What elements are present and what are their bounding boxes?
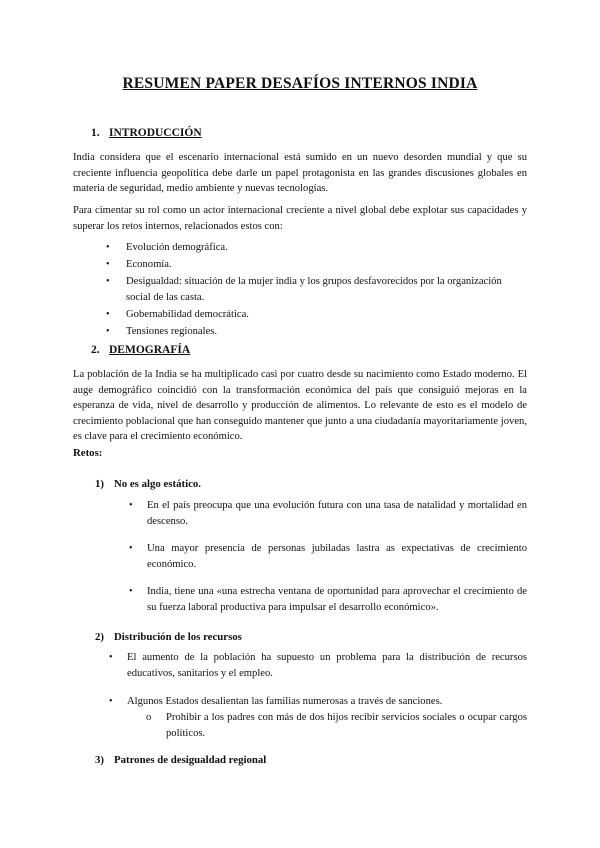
bullet-icon: • [106, 242, 110, 253]
section-title: DEMOGRAFÍA [109, 344, 191, 356]
bullet-icon: • [106, 276, 110, 287]
section-number: 1. [91, 127, 100, 139]
intro-paragraph-1: India considera que el escenario internacional está sumido en un nuevo desorden mundial y que su creciente influencia geopolítica debe darle un papel protagonista en las grandes discusiones globales en materia de seguridad, medio ambiente y nuevas tecnologías. [73, 152, 527, 194]
bullet-icon: • [129, 543, 133, 554]
section-title: INTRODUCCIÓN [109, 127, 202, 139]
list-item: • El aumento de la población ha supuesto un problema para la distribución de recursos educativos, sanitarios y el empleo. [109, 652, 527, 679]
subheading-desigualdad-regional: 3) Patrones de desigualdad regional [95, 754, 267, 766]
bullet-icon: • [106, 259, 110, 270]
section-number: 2. [91, 344, 100, 356]
subheading-distribucion-recursos: 2) Distribución de los recursos [95, 631, 242, 643]
retos-label: Retos: [73, 447, 103, 459]
section-heading-demografia [91, 344, 190, 356]
list-item: • Economía. [73, 257, 527, 273]
bullet-icon: • [106, 308, 110, 320]
bullet-icon: • [106, 325, 110, 337]
list-item: • Una mayor presencia de personas jubiladas lastra as expectativas de crecimiento económico. [129, 543, 527, 570]
list-item: • Desigualdad: situación de la mujer india y los grupos desfavorecidos por la organización social de las casta. [106, 276, 502, 303]
subheading-no-estatico: 1) No es algo estático. [95, 478, 201, 490]
document-title: RESUMEN PAPER DESAFÍOS INTERNOS INDIA [122, 75, 478, 92]
list-item: • India, tiene una «una estrecha ventana de oportunidad para aprovechar el crecimiento de su fuerza laboral productiva para impulsar el desarrollo económico». [129, 586, 527, 613]
challenges-list [73, 240, 527, 341]
bullet-icon: • [129, 586, 133, 597]
list-item: • Tensiones regionales. [73, 324, 527, 340]
list-item: • En el país preocupa que una evolución futura con una tasa de natalidad y mortalidad en descenso. [129, 500, 527, 527]
sub-list-item: o Prohibir a los padres con más de dos hijos recibir servicios sociales o ocupar cargos políticos. [146, 712, 527, 739]
bullet-icon: • [109, 652, 113, 663]
list-item: • Algunos Estados desalientan las familias numerosas a través de sanciones. [127, 694, 527, 710]
section-heading-introduccion [91, 127, 202, 139]
intro-paragraph-2: Para cimentar su rol como un actor internacional creciente a nivel global debe explotar sus capacidades y superar los retos internos, relacionados estos con: [73, 205, 527, 232]
bullet-icon: • [129, 500, 133, 511]
list-item: • Gobernabilidad democrática. [73, 307, 527, 323]
demography-paragraph: La población de la India se ha multiplicado casi por cuatro desde su nacimiento como Estado moderno. El auge demográfico coincidió con la transformación económica del país que consiguió mejoras en la esperanza de vida, nivel de desarrollo y producción de alimentos. Lo relevante de esto es el modelo de crecimiento poblacional que han conseguido mantener que junto a una ciudadanía mayoritariamente joven, es clave para el crecimiento económico. [73, 369, 527, 442]
bullet-icon: • [109, 696, 113, 707]
circle-bullet-icon: o [146, 712, 152, 723]
list-item: • Evolución demográfica. [73, 240, 527, 256]
